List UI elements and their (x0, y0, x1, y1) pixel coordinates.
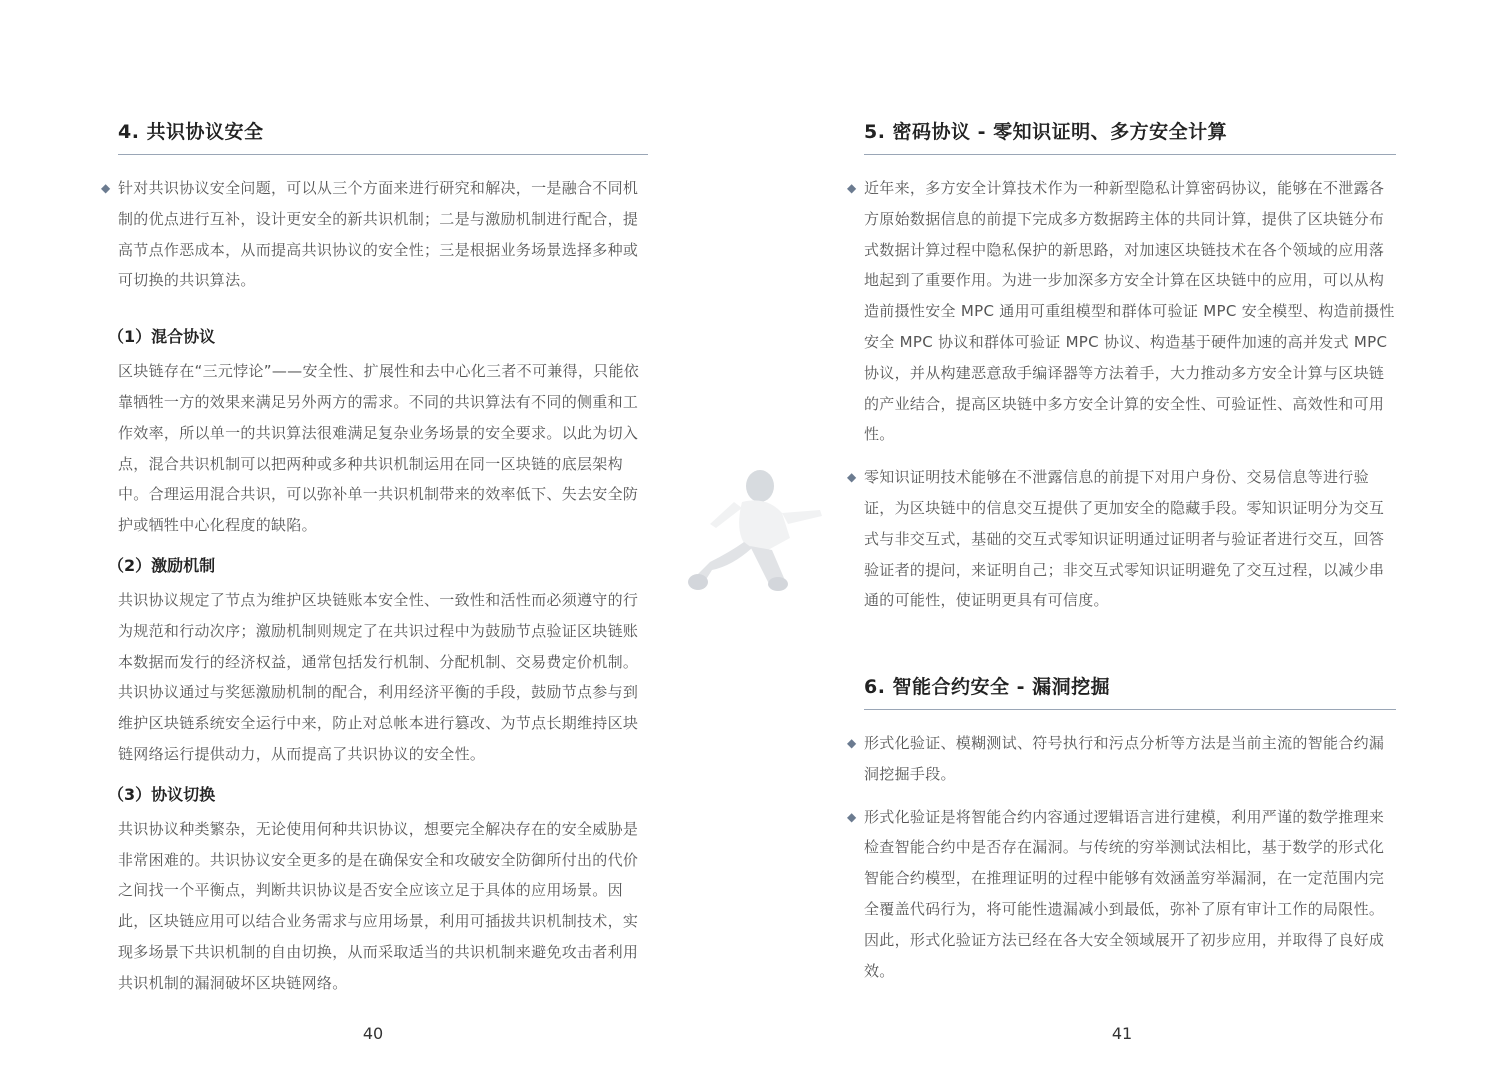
left-page (0, 0, 747, 1080)
subsection-3-title: （3）协议切换 (108, 784, 216, 804)
section-4-intro-bullet (101, 173, 648, 296)
figure-shoe-back (688, 574, 708, 590)
subsection-1-title: （1）混合协议 (108, 327, 216, 347)
right-column-section-6 (847, 673, 1396, 986)
page-number-right: 41 (1111, 1024, 1133, 1043)
figure-arm-left (710, 502, 742, 528)
subsection-1-body: 区块链存在“三元悖论”——安全性、扩展性和去中心化三者不可兼得，只能依靠牺牲一方的效果来满足另外两方的需求。不同的共识算法有不同的侧重和工作效率，所以单一的共识算法很难满足复杂业务场景的安全要求。以此为切入点，混合共识机制可以把两种或多种共识机制运用在同一区块链的底层架构中。合理运用混合共识，可以弥补单一共识机制带来的效率低下、失去安全防护或牺牲中心化程度的缺陷。 (118, 362, 640, 535)
section-5-heading: 5. 密码协议 - 零知识证明、多方安全计算 (864, 118, 1396, 155)
section-6-bullet-methods-text: 形式化验证、模糊测试、符号执行和污点分析等方法是当前主流的智能合约漏洞挖掘手段。 (864, 734, 1385, 783)
bullet-dot-icon: ◆ (847, 181, 857, 195)
section-4-intro-text: 针对共识协议安全问题，可以从三个方面来进行研究和解决，一是融合不同机制的优点进行互补，设计更安全的新共识机制；二是与激励机制进行配合，提高节点作恶成本，从而提高共识协议的安全性；三是根据业务场景选择多种或可切换的共识算法。 (118, 179, 639, 290)
left-column (101, 118, 648, 999)
section-6-bullet-formal (847, 802, 1396, 987)
section-5-bullet-mpc-text: 近年来，多方安全计算技术作为一种新型隐私计算密码协议，能够在不泄露各方原始数据信息的前提下完成多方数据跨主体的共同计算，提供了区块链分布式数据计算过程中隐私保护的新思路，对加速区块链技术在各个领域的应用落地起到了重要作用。为进一步加深多方安全计算在区块链中的应用，可以从构造前摄性安全 MPC 通用可重组模型和群体可验证 MPC 安全模型、构造前摄性安全 MPC 协议和群体可验证 MPC 协议、构造基于硬件加速的高并发式 MPC 协议，并从构建恶意敌手编译器等方法着手，大力推动多方安全计算与区块链的产业结合，提高区块链中多方安全计算的安全性、可验证性、高效性和可用性。 (864, 179, 1395, 444)
section-5-bullet-zkp-text: 零知识证明技术能够在不泄露信息的前提下对用户身份、交易信息等进行验证，为区块链中的信息交互提供了更加安全的隐藏手段。零知识证明分为交互式与非交互式，基础的交互式零知识证明通过证明者与验证者进行交互，回答验证者的提问，来证明自己；非交互式零知识证明避免了交互过程，以减少串通的可能性，使证明更具有可信度。 (864, 468, 1385, 610)
subsection-3-body: 共识协议种类繁杂，无论使用何种共识协议，想要完全解决存在的安全威胁是非常困难的。共识协议安全更多的是在确保安全和攻破安全防御所付出的代价之间找一个平衡点，判断共识协议是否安全应该立足于具体的应用场景。因此，区块链应用可以结合业务需求与应用场景，利用可插拔共识机制技术，实现多场景下共识机制的自由切换，从而采取适当的共识机制来避免攻击者利用共识机制的漏洞破坏区块链网络。 (118, 819, 639, 992)
section-6-heading: 6. 智能合约安全 - 漏洞挖掘 (864, 673, 1396, 710)
section-6-bullet-formal-text: 形式化验证是将智能合约内容通过逻辑语言进行建模，利用严谨的数学推理来检查智能合约中是否存在漏洞。与传统的穷举测试法相比，基于数学的形式化智能合约模型，在推理证明的过程中能够有效涵盖穷举漏洞，在一定范围内完全覆盖代码行为，将可能性遗漏减小到最低，弥补了原有审计工作的局限性。因此，形式化验证方法已经在各大安全领域展开了初步应用，并取得了良好成效。 (864, 807, 1385, 980)
section-5-bullet-zkp (847, 462, 1396, 616)
right-column (847, 118, 1396, 616)
bullet-dot-icon: ◆ (847, 736, 857, 750)
bullet-dot-icon: ◆ (101, 181, 111, 195)
section-6-bullet-methods (847, 728, 1396, 790)
subsection-2-body: 共识协议规定了节点为维护区块链账本安全性、一致性和活性而必须遵守的行为规范和行动次序；激励机制则规定了在共识过程中为鼓励节点验证区块链账本数据而发行的经济权益，通常包括发行机制、分配机制、交易费定价机制。共识协议通过与奖惩激励机制的配合，利用经济平衡的手段，鼓励节点参与到维护区块链系统安全运行中来，防止对总帐本进行篡改、为节点长期维持区块链网络运行提供动力，从而提高了共识协议的安全性。 (118, 590, 639, 763)
bullet-dot-icon: ◆ (847, 809, 857, 824)
section-4-heading: 4. 共识协议安全 (118, 118, 648, 155)
section-5-bullet-mpc (847, 173, 1396, 450)
page-number-left: 40 (362, 1024, 384, 1043)
bullet-dot-icon: ◆ (847, 470, 857, 485)
subsection-2-title: （2）激励机制 (108, 555, 216, 575)
